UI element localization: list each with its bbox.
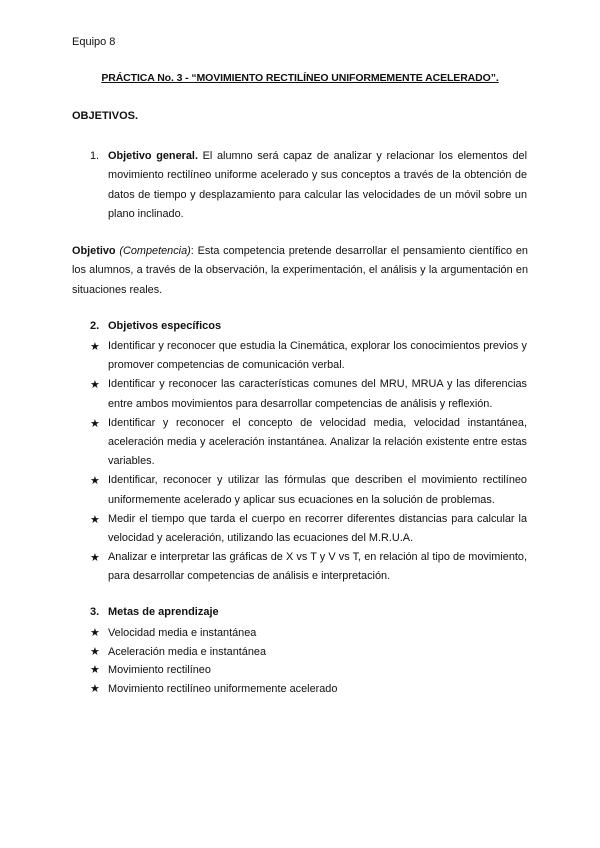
list-item [90,337,527,375]
list-item [90,375,527,413]
general-objective-label: Objetivo general. [108,150,198,162]
list-item-text: Aceleración media e instantánea [108,645,267,658]
list-item-text: Identificar y reconocer que estudia la Cinemática, explorar los conocimientos previos y promover competencias de comunicación verbal. [108,340,527,372]
general-objective-number: 1. [90,150,100,162]
star-icon: ★ [90,626,100,639]
list-item-text: Identificar y reconocer las características comunes del MRU, MRUA y las diferencias entre ambos movimientos para desarrollar competencias de análisis y reflexión. [108,378,527,410]
list-item-text: Movimiento rectilíneo [108,664,211,677]
objectives-heading: OBJETIVOS. [72,110,139,122]
star-icon: ★ [90,644,100,658]
list-item-text: Velocidad media e instantánea [108,627,257,639]
learning-goals-title: Metas de aprendizaje [108,606,219,618]
star-icon: ★ [90,474,100,488]
list-item [90,471,527,509]
learning-goals-list [90,624,527,698]
star-icon: ★ [90,340,100,353]
team-label: Equipo 8 [72,36,116,48]
list-item-text: Analizar e interpretar las gráficas de X vs T y V vs T, en relación al tipo de movimiento, para desarrollar competencias de análisis e interpretación. [108,551,527,583]
specific-objectives-heading [90,320,221,332]
general-objective-body [108,147,527,225]
list-item [90,548,527,586]
list-item-text: Identificar, reconocer y utilizar las fórmulas que describen el movimiento rectilíneo uniformemente acelerado y aplicar sus ecuaciones en la solución de problemas. [108,474,527,506]
competence-sublabel: (Competencia) [119,245,191,257]
list-item [90,510,527,548]
list-item [90,624,527,643]
general-objective-text: El alumno será capaz de analizar y relacionar los elementos del movimiento rectilíneo uniforme acelerado y sus conceptos a través de la obtención de datos de tiempo y desplazamiento para calcular las velocidades de un móvil sobre un plano inclinado. [108,150,527,221]
list-item-text: Movimiento rectilíneo uniformemente acelerado [108,682,338,695]
competence-paragraph [72,242,528,300]
specific-objectives-title: Objetivos específicos [108,320,222,332]
star-icon: ★ [90,378,100,392]
document-title: PRÁCTICA No. 3 - “MOVIMIENTO RECTILÍNEO UNIFORMEMENTE ACELERADO”. [101,72,499,84]
learning-goals-number: 3. [90,606,100,618]
star-icon: ★ [90,663,100,677]
list-item-text: Medir el tiempo que tarda el cuerpo en recorrer diferentes distancias para calcular la velocidad y aceleración, utilizando las ecuaciones del M.R.U.A. [108,512,527,545]
star-icon: ★ [90,551,100,565]
star-icon: ★ [90,416,100,430]
star-icon: ★ [90,681,100,695]
competence-label: Objetivo [72,245,116,257]
star-icon: ★ [90,512,100,526]
specific-objectives-list [90,337,527,587]
specific-objectives-number: 2. [90,320,100,332]
competence-text: : Esta competencia pretende desarrollar el pensamiento científico en los alumnos, a través de la observación, la experimentación, el análisis y la argumentación en situaciones reales. [72,245,528,296]
list-item-text: Identificar y reconocer el concepto de velocidad media, velocidad instantánea, aceleración media y aceleración instantánea. Analizar la relación existente entre estas variables. [108,416,527,468]
learning-goals-heading [90,606,219,618]
general-objective [90,147,527,225]
list-item [90,661,527,680]
list-item [90,680,527,699]
list-item [90,414,527,472]
list-item [90,643,527,662]
